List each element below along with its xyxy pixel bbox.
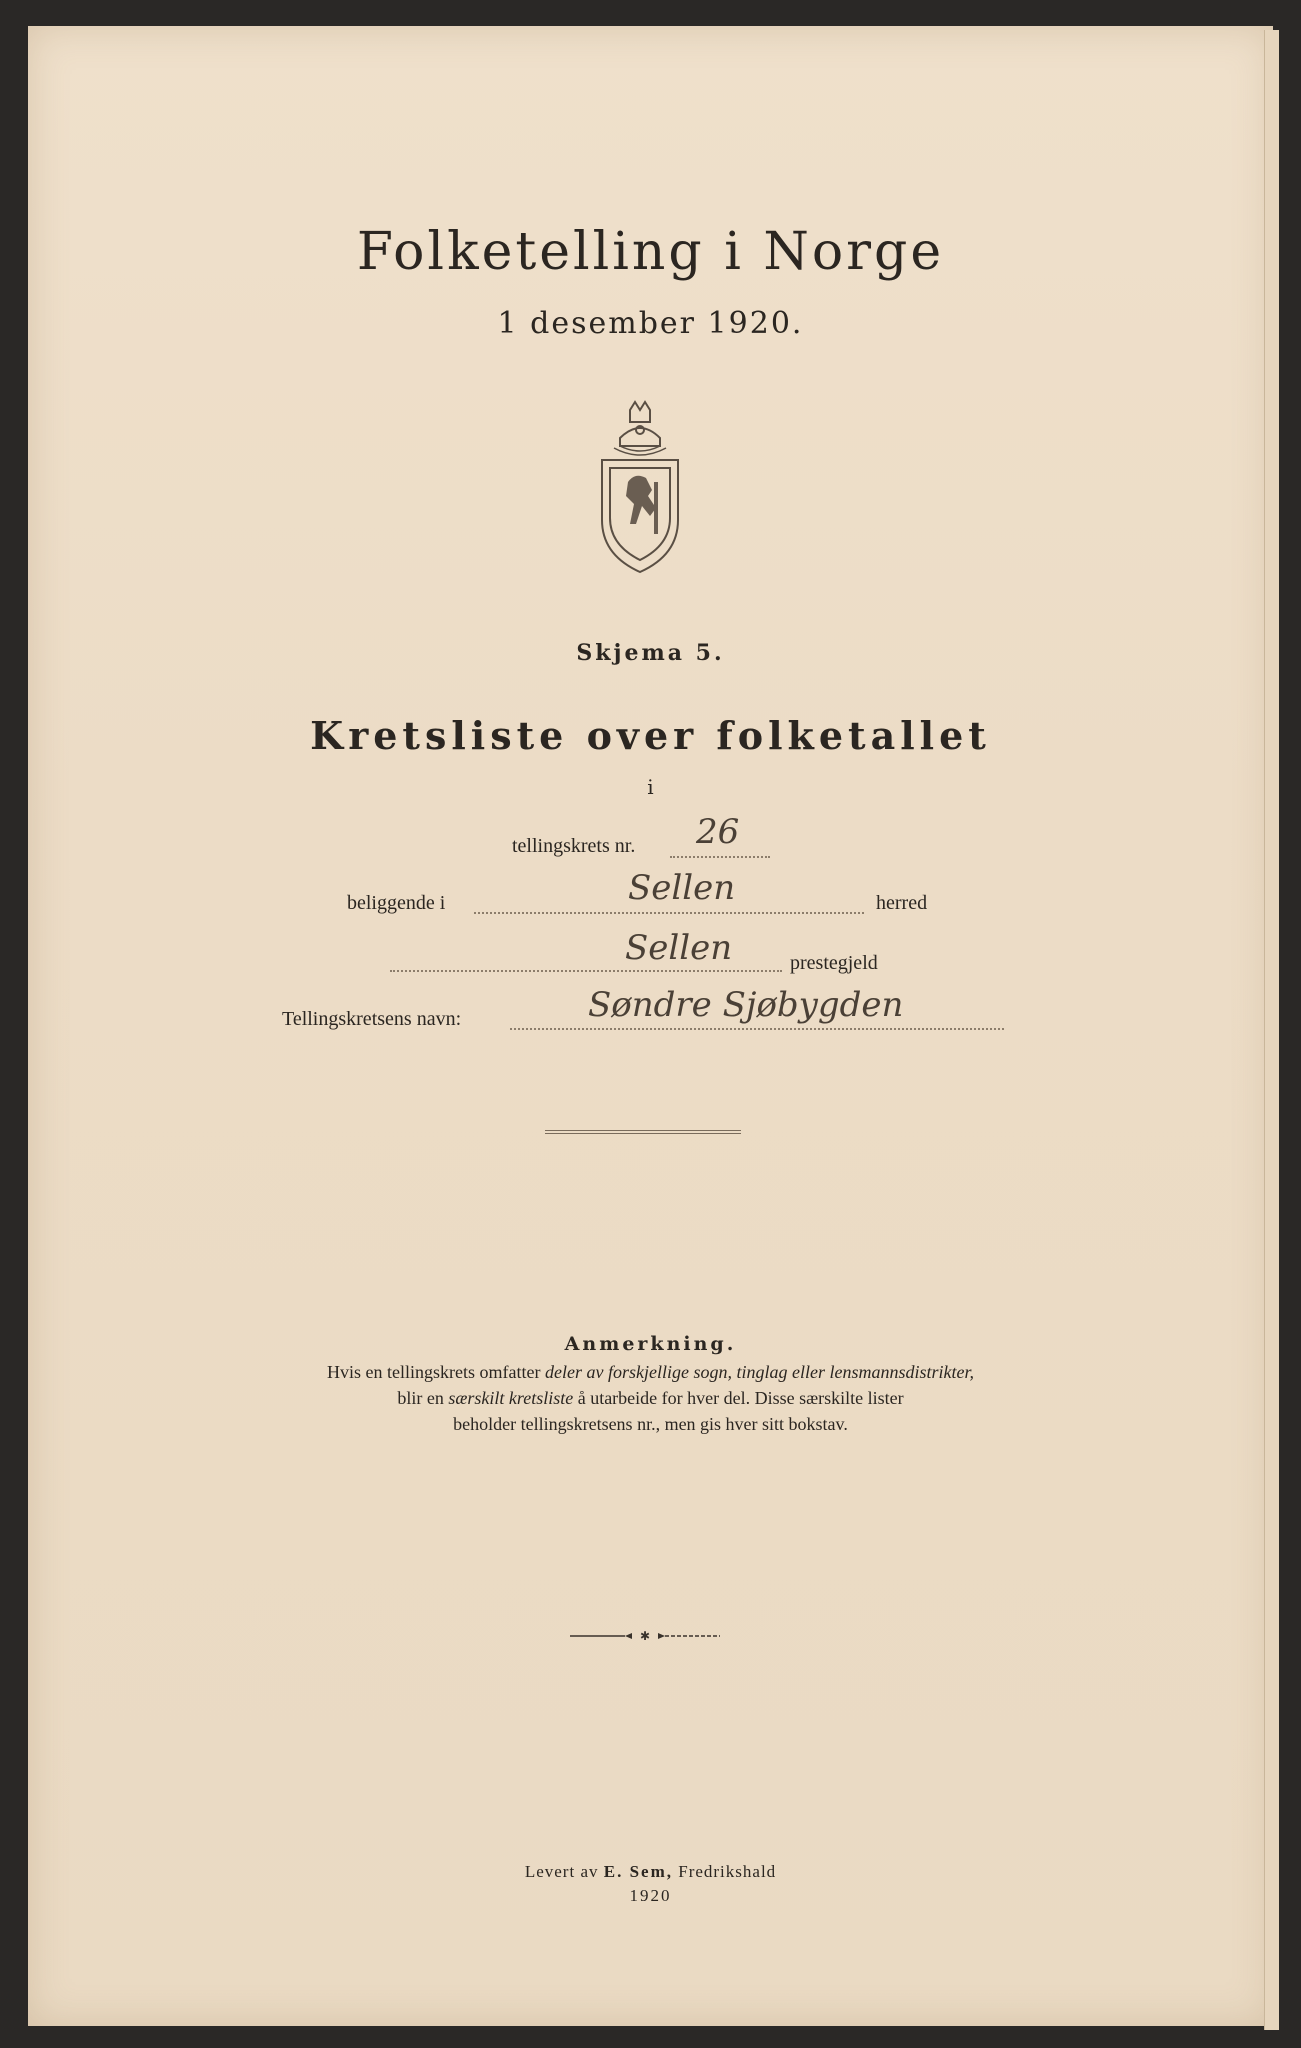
herred-value: Sellen — [628, 868, 736, 908]
document-date: 1 desember 1920. — [497, 306, 804, 341]
beliggende-label: beliggende i — [347, 892, 446, 914]
prestegjeld-label: prestegjeld — [790, 952, 878, 974]
navn-line — [510, 1028, 1004, 1030]
prestegjeld-value: Sellen — [625, 928, 733, 968]
form-heading: Kretsliste over folketallet — [310, 713, 991, 758]
svg-text:✱: ✱ — [639, 1630, 651, 1642]
ornament-divider-icon — [570, 1630, 720, 1642]
note-line-2: blir en særskilt kretsliste å utarbeide for hver del. Disse særskilte lister — [397, 1388, 904, 1408]
printer-year: 1920 — [629, 1886, 672, 1905]
herred-label: herred — [876, 892, 928, 914]
schema-number: Skjema 5. — [576, 640, 725, 666]
printer-credit: Levert av E. Sem, Fredrikshald — [524, 1862, 777, 1881]
tellingskrets-label: tellingskrets nr. — [512, 835, 636, 857]
tellingskrets-value: 26 — [696, 812, 740, 852]
norwegian-coat-of-arms-icon — [590, 400, 690, 575]
navn-label: Tellingskretsens navn: — [282, 1008, 462, 1030]
herred-line — [474, 912, 864, 914]
note-title: Anmerkning. — [564, 1333, 737, 1355]
note-line-1: Hvis en tellingskrets omfatter deler av forskjellige sogn, tinglag eller lensmannsdistrikter, — [327, 1362, 974, 1382]
prestegjeld-line — [390, 970, 782, 972]
separator-rule — [545, 1130, 741, 1134]
document-title: Folketelling i Norge — [356, 222, 945, 282]
note-line-3: beholder tellingskretsens nr., men gis hver sitt bokstav. — [453, 1414, 848, 1434]
tellingskrets-line — [670, 856, 770, 858]
preposition-text: i — [647, 775, 654, 799]
navn-value: Søndre Sjøbygden — [588, 985, 904, 1025]
